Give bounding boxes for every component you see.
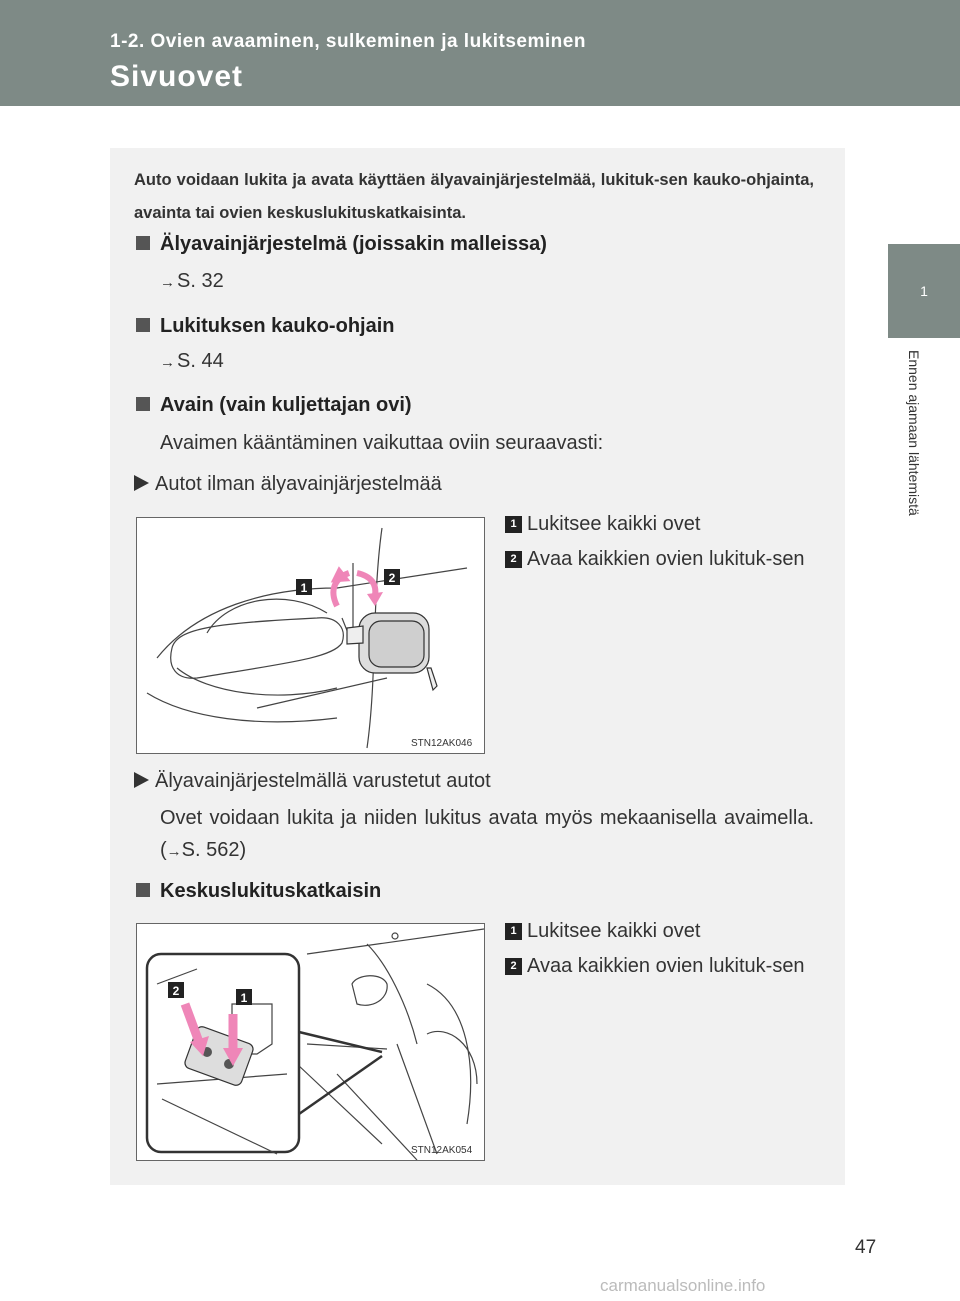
square-bullet-icon: [136, 397, 150, 411]
page-header: [0, 0, 960, 106]
arrow-right-icon: →: [166, 843, 182, 860]
figure-label-1: 1: [300, 581, 308, 595]
item-unlock-all-2: 2 Avaa kaikkien ovien lukituk-sen: [505, 950, 817, 982]
item-unlock-all-1: 2 Avaa kaikkien ovien lukituk-sen: [505, 543, 817, 575]
number-badge-1: 1: [505, 516, 522, 533]
arrow-right-icon: →: [160, 274, 175, 291]
heading-remote: Lukituksen kauko-ohjain: [136, 315, 394, 338]
ref-remote: → S. 44: [160, 350, 224, 372]
smart-key-mechanical-note: Ovet voidaan lukita ja niiden lukitus avata myös mekaanisella avaimella. (→S. 562): [160, 807, 814, 861]
page-title: Sivuovet: [110, 60, 244, 93]
intro-text: Auto voidaan lukita ja avata käyttäen älyavainjärjestelmää, lukituk-sen kauko-ohjainta, avainta tai ovien keskuslukituskatkaisinta.: [134, 171, 814, 222]
case-smart-key: Älyavainjärjestelmällä varustetut autot: [134, 770, 491, 793]
figure-label-2: 2: [172, 984, 180, 998]
number-badge-2: 2: [505, 958, 522, 975]
chapter-tab-label: Ennen ajamaan lähtemistä: [906, 350, 922, 516]
arrow-right-icon: →: [160, 354, 175, 371]
square-bullet-icon: [136, 883, 150, 897]
triangle-right-icon: [134, 772, 149, 788]
key-description: Avaimen kääntäminen vaikuttaa oviin seuraavasti:: [160, 432, 604, 454]
figure-central-switch: [136, 923, 485, 1161]
ref-smart-key: → S. 32: [160, 270, 224, 292]
square-bullet-icon: [136, 236, 150, 250]
section-title: 1-2. Ovien avaaminen, sulkeminen ja lukitseminen: [110, 31, 586, 52]
item-lock-all-2: 1 Lukitsee kaikki ovet: [505, 915, 817, 947]
door-key-illustration: [137, 518, 484, 753]
watermark: carmanualsonline.info: [600, 1276, 766, 1295]
case-no-smart-key: Autot ilman älyavainjärjestelmää: [134, 473, 442, 496]
heading-central-lock: Keskuslukituskatkaisin: [136, 880, 381, 903]
figure-label-2: 2: [388, 571, 396, 585]
heading-key: Avain (vain kuljettajan ovi): [136, 394, 412, 417]
item-lock-all-1: 1 Lukitsee kaikki ovet: [505, 508, 817, 540]
square-bullet-icon: [136, 318, 150, 332]
triangle-right-icon: [134, 475, 149, 491]
page-number: 47: [855, 1237, 877, 1258]
heading-smart-key: Älyavainjärjestelmä (joissakin malleissa): [136, 233, 547, 256]
chapter-tab-number: 1: [888, 244, 960, 338]
number-badge-2: 2: [505, 551, 522, 568]
figure-door-key: [136, 517, 485, 754]
number-badge-1: 1: [505, 923, 522, 940]
central-switch-illustration: [137, 924, 484, 1160]
figure-code: STN12AK054: [411, 1145, 473, 1156]
figure-code: STN12AK046: [411, 738, 473, 749]
figure-label-1: 1: [240, 991, 248, 1005]
